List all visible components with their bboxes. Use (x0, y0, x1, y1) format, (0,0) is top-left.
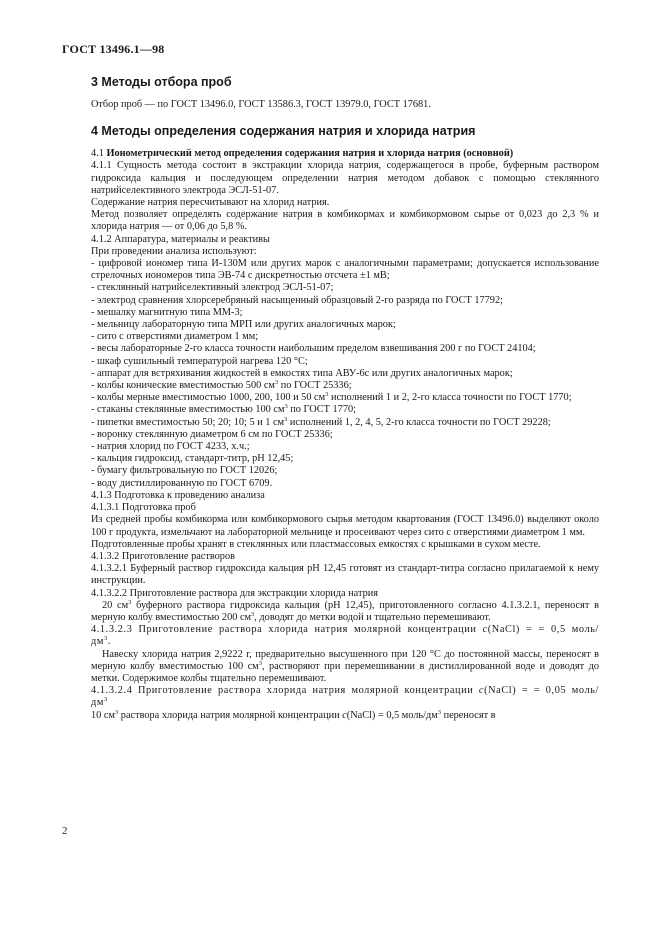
superscript: 3 (114, 708, 119, 716)
section-3-text: Отбор проб — по ГОСТ 13496.0, ГОСТ 13586.3, ГОСТ 13979.0, ГОСТ 17681. (91, 99, 431, 110)
equipment-item: - весы лабораторные 2-го класса точности наибольшим пределом взвешивания 200 г по ГОСТ 24104; (91, 343, 536, 355)
equipment-item: - кальция гидроксид, стандарт-титр, рН 12,45; (91, 453, 294, 465)
nacl-05-preparation-text (91, 649, 599, 686)
section-4-heading: 4 Методы определения содержания натрия и хлорида натрия (91, 124, 476, 139)
text-run: (NaCl) = = 0,5 моль/дм (91, 624, 599, 648)
superscript: 3 (103, 635, 108, 643)
text-run: переносят в (441, 709, 496, 721)
equipment-item: - аппарат для встряхивания жидкостей в емкостях типа АВУ-6с или других аналогичных марок; (91, 367, 513, 379)
superscript: 3 (258, 659, 262, 667)
sample-storage-text: Подготовленные пробы хранят в стеклянных или пластмассовых емкостях с крышками в сухом месте. (91, 538, 541, 550)
clause-4-1-title: Ионометрический метод определения содержания натрия и хлорида натрия (основной) (106, 148, 514, 160)
text-run: 4.1.3.2.4 Приготовление раствора хлорида натрия молярной концентрации (91, 685, 479, 697)
superscript: 3 (325, 391, 329, 399)
clause-4-1-2: 4.1.2 Аппаратура, материалы и реактивы (91, 233, 270, 245)
text-run: , растворяют при перемешивании в дистиллированной воде и доводят до метки. Содержимое колбы тщательно перемешивают. (91, 660, 600, 684)
superscript: 3 (103, 696, 108, 704)
clause-4-1-3-2-4 (91, 685, 599, 709)
text-run: Навеску хлорида натрия 2,9222 г, предварительно высушенного при 120 °С до постоянной массы, переносят в мерную колбу вместимостью 100 см (91, 648, 599, 672)
text-run: 20 см (102, 599, 129, 611)
nacl-005-preparation-text (91, 710, 599, 722)
formula-variable: c (342, 709, 347, 721)
text-run: буферного раствора гидроксида кальция (рН 12,45), приготовленного согласно 4.1.3.2.1, переносят в мерную колбу вместимостью 200 см (91, 599, 599, 623)
formula-variable: c (482, 624, 488, 636)
text-run: 4.1.3.2.3 Приготовление раствора хлорида натрия молярной концентрации (91, 624, 483, 636)
equipment-item-conical-flasks (91, 380, 599, 392)
equipment-item: - мешалку магнитную типа ММ-3; (91, 306, 243, 318)
clause-4-1-3-1: 4.1.3.1 Подготовка проб (91, 502, 196, 514)
document-body (91, 70, 599, 722)
equipment-item: - электрод сравнения хлорсеребряный насыщенный образцовый 2-го разряда по ГОСТ 17792; (91, 294, 503, 306)
clause-4-1-3-2-3 (91, 624, 599, 648)
text-run: . (107, 636, 112, 648)
text-run: исполнений 1 и 2, 2-го класса точности по ГОСТ 1770; (328, 392, 572, 404)
text-run: , доводят до метки водой и тщательно перемешивают. (254, 611, 491, 623)
text-run: - пипетки вместимостью 50; 20; 10; 5 и 1 см (91, 416, 285, 428)
equipment-item: - бумагу фильтровальную по ГОСТ 12026; (91, 465, 278, 477)
superscript: 3 (284, 403, 288, 411)
equipment-intro: При проведении анализа используют: (91, 245, 257, 257)
sample-preparation-text: Из средней пробы комбикорма или комбикормового сырья методом квартования (ГОСТ 13496.0) выделяют около 100 г продукта, измельчают на лабораторной мельнице и просеивают через сито с отверстиями диаметром 1 мм. (91, 514, 599, 538)
clause-4-1-3-2-2: 4.1.3.2.2 Приготовление раствора для экстракции хлорида натрия (91, 587, 379, 599)
text-run: - колбы мерные вместимостью 1000, 200, 100 и 50 см (91, 392, 326, 404)
equipment-item-pipettes (91, 417, 599, 429)
equipment-item: - шкаф сушильный температурой нагрева 120 °С; (91, 355, 308, 367)
document-code-header: ГОСТ 13496.1—98 (62, 42, 165, 56)
text-run: - стаканы стеклянные вместимостью 100 см (91, 404, 285, 416)
superscript: 3 (128, 598, 132, 606)
clause-4-1-3-2: 4.1.3.2 Приготовление растворов (91, 550, 235, 562)
equipment-item: - натрия хлорид по ГОСТ 4233, х.ч.; (91, 441, 250, 453)
section-3-heading: 3 Методы отбора проб (91, 75, 232, 89)
text-run: по ГОСТ 1770; (287, 404, 356, 416)
text-run: по ГОСТ 25336; (278, 380, 352, 392)
formula-variable: c (478, 685, 485, 697)
text-run: 10 см (91, 709, 115, 721)
clause-4-1-3-2-1: 4.1.3.2.1 Буферный раствор гидроксида кальция рН 12,45 готовят из стандарт-титра согласно прилагаемой к нему инструкции. (91, 563, 599, 587)
extraction-solution-text (91, 600, 599, 624)
clause-4-1-1-range: Метод позволяет определять содержание натрия в комбикормах и комбикормовом сырье от 0,023 до 2,3 % и хлорида натрия — от 0,06 до 5,8 %. (91, 209, 599, 233)
superscript: 3 (251, 610, 255, 618)
equipment-item: - стеклянный натрийселективный электрод ЭСЛ-51-07; (91, 282, 334, 294)
clause-4-1-3: 4.1.3 Подготовка к проведению анализа (91, 489, 265, 501)
text-run: (NaCl) = 0,5 моль/дм (346, 709, 438, 721)
superscript: 3 (437, 708, 441, 716)
clause-4-1 (91, 148, 599, 160)
superscript: 3 (274, 379, 279, 387)
page-number: 2 (62, 825, 68, 837)
text-run: раствора хлорида натрия молярной концентрации (118, 709, 343, 721)
text-run: (NaCl) = = 0,05 моль/дм (91, 685, 599, 709)
superscript: 3 (284, 415, 288, 423)
text-run: - колбы конические вместимостью 500 см (91, 380, 275, 392)
clause-4-1-1: 4.1.1 Сущность метода состоит в экстракции хлорида натрия, содержащегося в пробе, буферным раствором гидроксида кальция и последующем определении натрия методом добавок с помощью стеклянного натрийселективного электрода ЭСЛ-51-07. (91, 160, 599, 196)
clause-4-1-number: 4.1 (91, 148, 107, 160)
equipment-item: - цифровой иономер типа И-130М или других марок с аналогичными параметрами; допускается использование стрелочных иономеров типа ЭВ-74 с дискретностью отсчета ±1 мВ; (91, 258, 599, 282)
equipment-item: - мельницу лабораторную типа МРП или других аналогичных марок; (91, 319, 396, 331)
equipment-item: - воронку стеклянную диаметром 6 см по ГОСТ 25336; (91, 428, 333, 440)
equipment-item-volumetric-flasks (91, 392, 599, 404)
clause-4-1-1-conversion: Содержание натрия пересчитывают на хлорид натрия. (91, 197, 330, 209)
equipment-item: - сито с отверстиями диаметром 1 мм; (91, 331, 259, 343)
equipment-item-beakers (91, 404, 599, 416)
equipment-item: - воду дистиллированную по ГОСТ 6709. (91, 477, 273, 489)
text-run: исполнений 1, 2, 4, 5, 2-го класса точности по ГОСТ 29228; (287, 416, 551, 428)
